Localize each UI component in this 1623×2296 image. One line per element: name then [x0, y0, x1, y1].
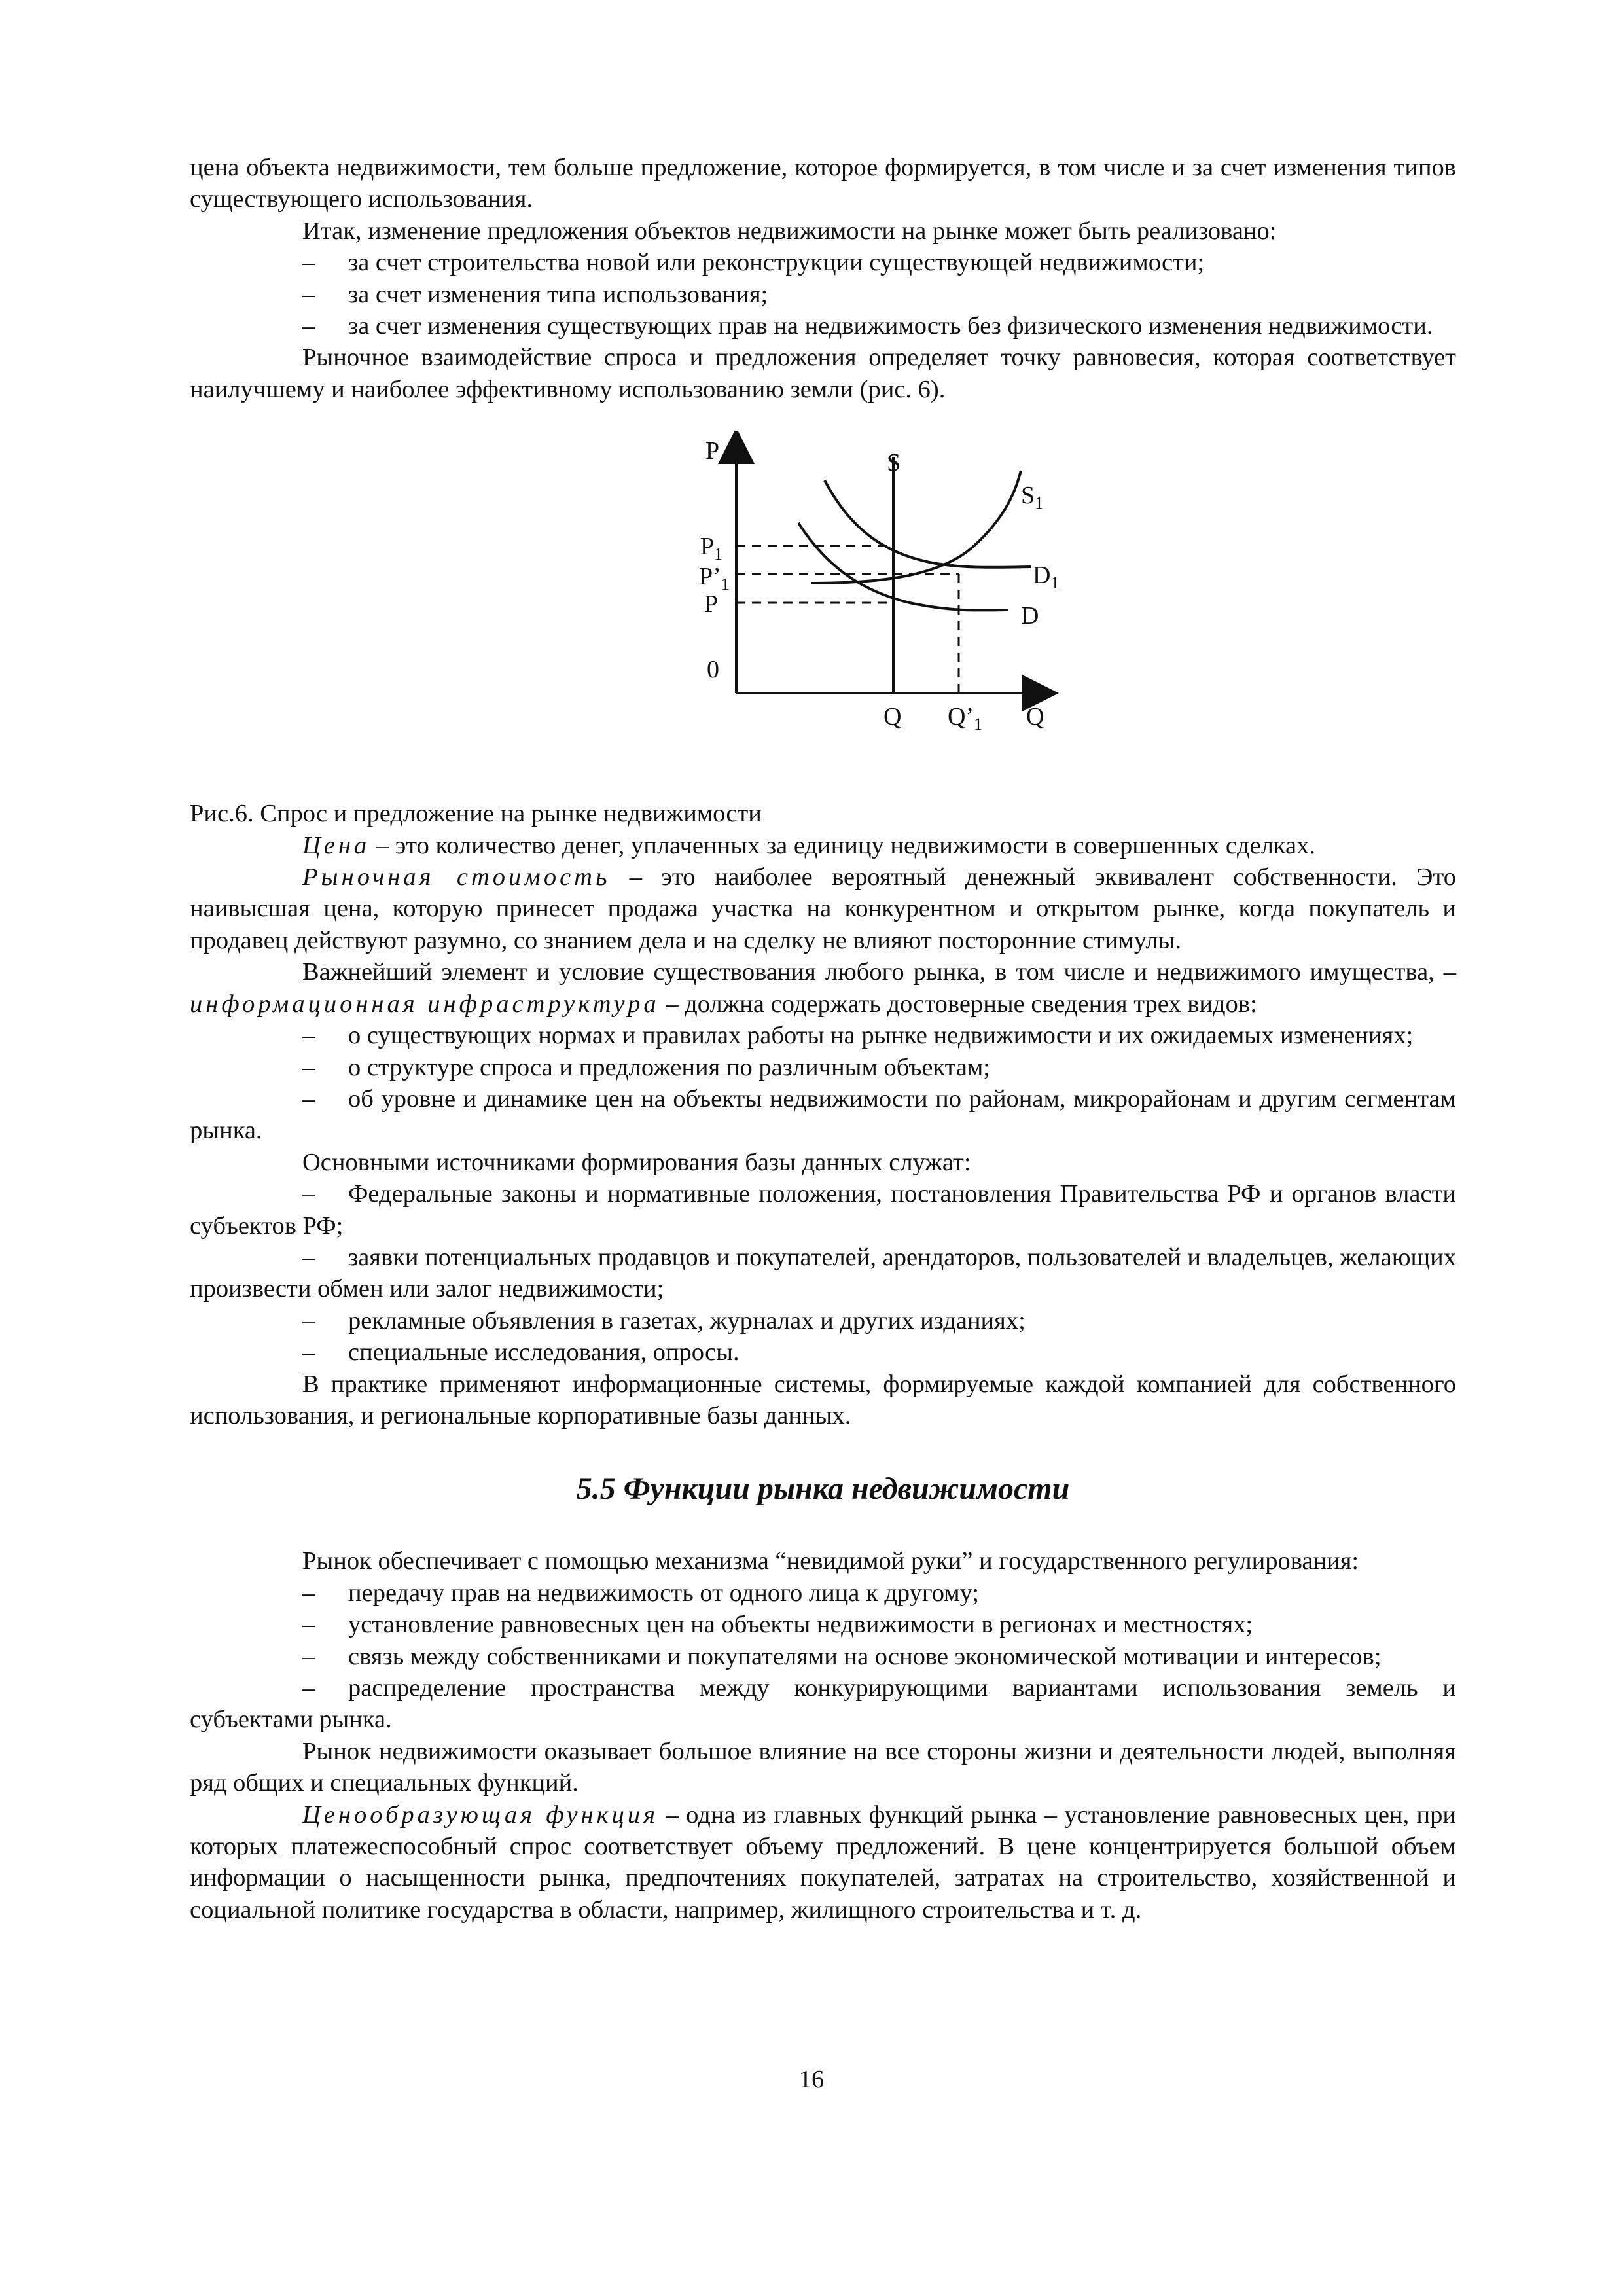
- price-axis-label: P: [705, 437, 720, 465]
- p1prime-label: $P’_1$: [699, 563, 730, 594]
- figure-caption: Рис.6. Спрос и предложение на рынке недвижимости: [190, 800, 762, 828]
- supply-demand-figure: [190, 431, 1456, 798]
- paragraph: Ценообразующая функция – одна из главных функций рынка – установление равновесных цен, при которых платежеспособный спрос соответствует объему предложений. В цене концентрируется большой объем информации о насыщенности рынка, предпочтениях покупателей, затратах на строительство, хозяйственной и социальной политике государства в области, например, жилищного строительства и т. д.: [190, 1801, 1456, 1924]
- page-body: [190, 152, 1456, 1926]
- quantity-axis-label: Q: [1026, 703, 1044, 731]
- list-item: – специальные исследования, опросы.: [302, 1338, 740, 1367]
- page-number: 16: [798, 2066, 825, 2093]
- list-item: – передачу прав на недвижимость от одного лица к другому;: [302, 1579, 980, 1607]
- list-item: – за счет изменения существующих прав на недвижимость без физического изменения недвижимости.: [302, 312, 1433, 340]
- term: информационная инфраструктура: [190, 990, 660, 1018]
- origin-label: 0: [707, 656, 719, 684]
- list-item: – об уровне и динамике цен на объекты недвижимости по районам, микрорайонам и другим сегментам рынка.: [190, 1085, 1456, 1145]
- list-item: – установление равновесных цен на объекты недвижимости в регионах и местностях;: [302, 1611, 1253, 1639]
- term: Рыночная стоимость: [302, 863, 611, 891]
- paragraph: В практике применяют информационные системы, формируемые каждой компанией для собственного использования, и региональные корпоративные базы данных.: [190, 1370, 1456, 1429]
- paragraph: Основными источниками формирования базы данных служат:: [302, 1148, 971, 1176]
- supply-demand-diagram: [190, 431, 1456, 798]
- list-item: – заявки потенциальных продавцов и покупателей, арендаторов, пользователей и владельцев, желающих произвести обмен или залог недвижимости;: [190, 1243, 1456, 1303]
- paragraph: цена объекта недвижимости, тем больше предложение, которое формируется, в том числе и за счет изменения типов существующего использования.: [190, 154, 1456, 213]
- list-item: – распределение пространства между конкурирующими вариантами использования земель и субъектами рынка.: [190, 1674, 1456, 1734]
- list-item: – о существующих нормах и правилах работы на рынке недвижимости и их ожидаемых изменениях;: [302, 1022, 1414, 1050]
- p1-label: $P_1$: [700, 533, 723, 564]
- list-item: – о структуре спроса и предложения по различным объектам;: [302, 1053, 991, 1081]
- term: Цена: [302, 831, 370, 859]
- section-heading: 5.5 Функции рынка недвижимости: [576, 1471, 1070, 1507]
- demand-d1-label: $D_1$: [1033, 562, 1060, 593]
- list-item: – за счет изменения типа использования;: [302, 280, 768, 308]
- paragraph: Рыночная стоимость – это наиболее вероятный денежный эквивалент собственности. Это наивысшая цена, которую принесет продажа участка на конкурентном и открытом рынке, когда покупатель и продавец действуют разумно, со знанием дела и на сделку не влияют посторонние стимулы.: [190, 863, 1457, 954]
- paragraph: Рыночное взаимодействие спроса и предложения определяет точку равновесия, которая соответствует наилучшему и наиболее эффективному использованию земли (рис. 6).: [190, 344, 1456, 403]
- demand-d-label: D: [1021, 602, 1039, 630]
- list-item: – рекламные объявления в газетах, журналах и других изданиях;: [302, 1306, 1026, 1335]
- list-item: – за счет строительства новой или реконструкции существующей недвижимости;: [302, 249, 1205, 277]
- paragraph: Важнейший элемент и условие существования любого рынка, в том числе и недвижимого имущества, – информационная инфраструктура – должна содержать достоверные сведения трех видов:: [190, 958, 1456, 1018]
- supply-s1-label: $S_1$: [1021, 482, 1044, 513]
- list-item: – Федеральные законы и нормативные положения, постановления Правительства РФ и органов власти субъектов РФ;: [190, 1180, 1456, 1240]
- p-label: P: [704, 590, 719, 619]
- demand-curve-d1: [825, 480, 1031, 567]
- paragraph: Рынок недвижимости оказывает большое влияние на все стороны жизни и деятельности людей, выполняя ряд общих и специальных функций.: [190, 1737, 1456, 1797]
- q1prime-label: $Q’_1$: [948, 703, 983, 734]
- supply-s-label: S: [887, 449, 901, 477]
- term: Ценообразующая функция: [302, 1801, 659, 1829]
- list-item: – связь между собственниками и покупателями на основе экономической мотивации и интересов;: [302, 1642, 1382, 1670]
- q-label: Q: [883, 703, 902, 731]
- paragraph: Рынок обеспечивает с помощью механизма “невидимой руки” и государственного регулирования:: [302, 1547, 1359, 1575]
- paragraph: Цена – это количество денег, уплаченных за единицу недвижимости в совершенных сделках.: [302, 831, 1315, 859]
- paragraph: Итак, изменение предложения объектов недвижимости на рынке может быть реализовано:: [302, 217, 1277, 245]
